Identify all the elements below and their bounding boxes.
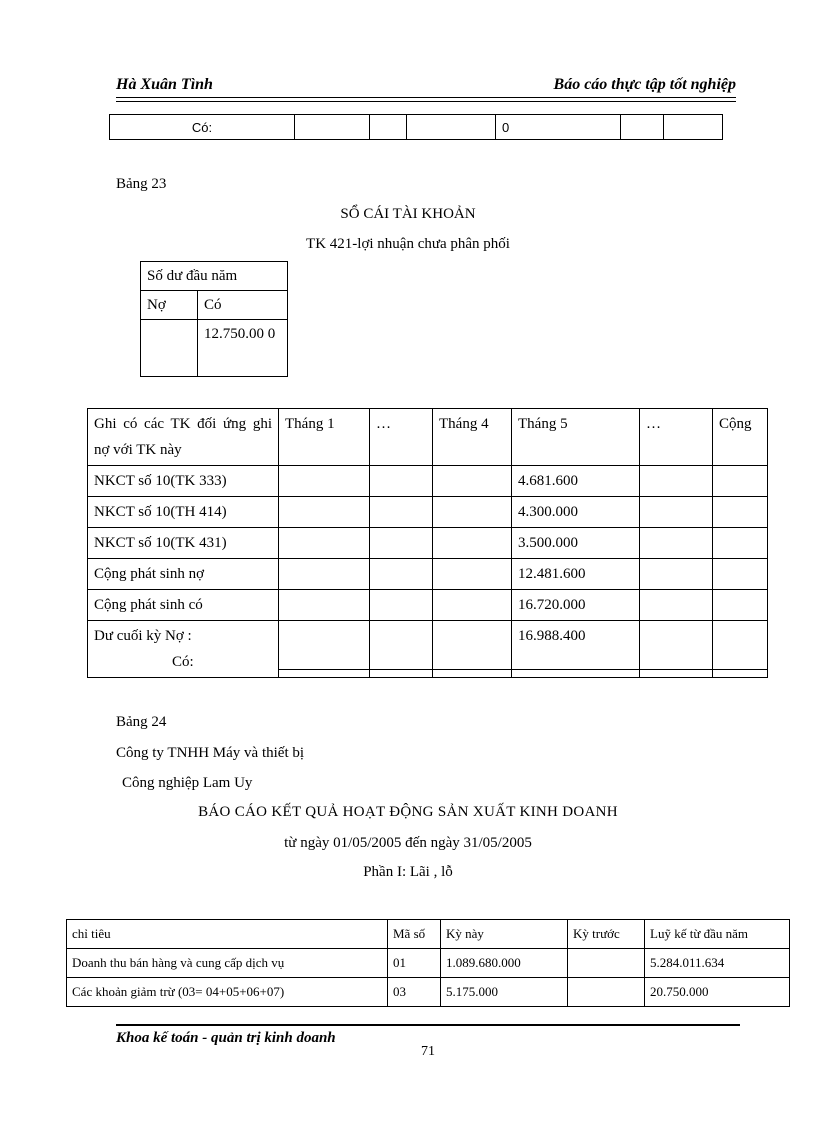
ledger-col-header: Cộng — [713, 409, 768, 466]
report-cell: Các khoản giảm trừ (03= 04+05+06+07) — [67, 978, 388, 1007]
ledger-month5-value: 16.720.000 — [512, 590, 640, 621]
ledger-col-header: Tháng 5 — [512, 409, 640, 466]
table-row — [88, 466, 768, 497]
ledger-row-label: NKCT số 10(TK 431) — [88, 528, 279, 559]
table-row — [88, 621, 768, 670]
ledger-row-label: Cộng phát sinh có — [88, 590, 279, 621]
table23-label: Bảng 23 — [116, 176, 167, 192]
report-period: từ ngày 01/05/2005 đến ngày 31/05/2005 — [284, 835, 532, 851]
ledger-month5-value: 12.481.600 — [512, 559, 640, 590]
ledger-table — [87, 408, 768, 678]
table-cell — [621, 115, 664, 140]
opening-balance-table — [140, 261, 288, 377]
report-col-header: Kỳ này — [441, 920, 568, 949]
table-row — [88, 590, 768, 621]
report-cell: Doanh thu bán hàng và cung cấp dịch vụ — [67, 949, 388, 978]
report-col-header: Luỹ kế từ đầu năm — [645, 920, 790, 949]
ledger-col-header: Tháng 4 — [433, 409, 512, 466]
previous-table-fragment — [109, 114, 723, 140]
report-table — [66, 919, 790, 1007]
table-cell — [664, 115, 723, 140]
table-row — [110, 115, 723, 140]
table-cell: Có: — [110, 115, 295, 140]
report-title: BÁO CÁO KẾT QUẢ HOẠT ĐỘNG SẢN XUẤT KINH DOANH — [198, 804, 618, 820]
ledger-closing-debit-value: 16.988.400 — [512, 621, 640, 670]
page-number: 71 — [421, 1044, 435, 1059]
table-cell — [407, 115, 496, 140]
ledger-row-label: Cộng phát sinh nợ — [88, 559, 279, 590]
ledger-month5-value: 4.300.000 — [512, 497, 640, 528]
table-cell: 0 — [496, 115, 621, 140]
report-cell: 03 — [388, 978, 441, 1007]
table-row — [88, 528, 768, 559]
table-cell — [295, 115, 370, 140]
header-author: Hà Xuân Tình — [116, 76, 213, 93]
report-header-row — [67, 920, 790, 949]
company-name-line2: Công nghiệp Lam Uy — [122, 775, 253, 791]
report-cell: 1.089.680.000 — [441, 949, 568, 978]
ledger-row-label: NKCT số 10(TH 414) — [88, 497, 279, 528]
balance-header: Số dư đầu năm — [141, 262, 288, 291]
ledger-col-header: Tháng 1 — [279, 409, 370, 466]
ledger-row-label: NKCT số 10(TK 333) — [88, 466, 279, 497]
footer-department: Khoa kế toán - quản trị kinh doanh — [116, 1030, 336, 1046]
ledger-month5-value: 4.681.600 — [512, 466, 640, 497]
report-col-header: Kỳ trước — [568, 920, 645, 949]
ledger-month5-value: 3.500.000 — [512, 528, 640, 559]
balance-debit-value — [141, 320, 198, 377]
header-report-title: Báo cáo thực tập tốt nghiệp — [553, 76, 736, 93]
company-name-line1: Công ty TNHH Máy và thiết bị — [116, 745, 305, 761]
table-row — [88, 497, 768, 528]
report-cell — [568, 978, 645, 1007]
report-cell: 20.750.000 — [645, 978, 790, 1007]
report-cell: 5.175.000 — [441, 978, 568, 1007]
closing-credit-label: Có: — [172, 654, 194, 670]
report-cell — [568, 949, 645, 978]
table-row — [67, 949, 790, 978]
footer-rule — [116, 1024, 740, 1026]
ledger-col-header: … — [640, 409, 713, 466]
report-part: Phần I: Lãi , lỗ — [363, 864, 453, 880]
table24-label: Bảng 24 — [116, 714, 167, 730]
table23-subtitle: TK 421-lợi nhuận chưa phân phối — [306, 236, 510, 252]
report-cell: 5.284.011.634 — [645, 949, 790, 978]
report-cell: 01 — [388, 949, 441, 978]
table23-title: SỔ CÁI TÀI KHOẢN — [340, 206, 476, 222]
balance-credit-value: 12.750.00 0 — [198, 320, 288, 377]
table-row — [88, 559, 768, 590]
balance-credit-label: Có — [198, 291, 288, 320]
ledger-header-row — [88, 409, 768, 466]
table-row — [67, 978, 790, 1007]
ledger-col-header: … — [370, 409, 433, 466]
ledger-col-header: Ghi có các TK đối ứng ghi nợ với TK này — [88, 409, 279, 466]
closing-debit-label: Dư cuối kỳ Nợ : — [94, 628, 192, 644]
balance-debit-label: Nợ — [141, 291, 198, 320]
report-col-header: chỉ tiêu — [67, 920, 388, 949]
header-rule — [116, 97, 736, 102]
ledger-closing-label — [88, 621, 279, 678]
table-cell — [370, 115, 407, 140]
report-col-header: Mã số — [388, 920, 441, 949]
